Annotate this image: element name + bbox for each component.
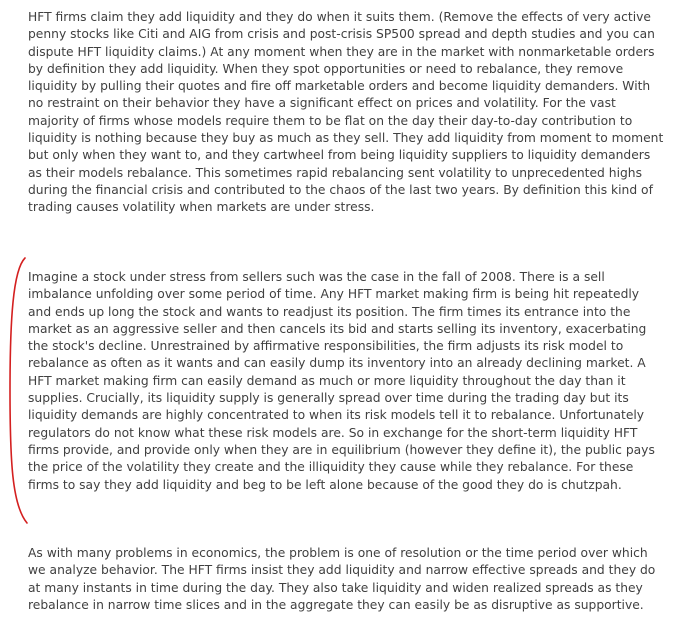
article-body — [28, 9, 664, 614]
paragraph-hft-liquidity-claims: HFT firms claim they add liquidity and they do when it suits them. (Remove the effects of very active penny stocks like Citi and AIG from crisis and post-crisis SP500 spread and depth studies and you can dispute HFT liquidity claims.) At any moment when they are in the market with nonmarketable orders by definition they add liquidity. When they spot opportunities or need to rebalance, they remove liquidity by pulling their quotes and fire off marketable orders and become liquidity demanders. With no restraint on their behavior they have a significant effect on prices and volatility. For the vast majority of firms whose models require them to be flat on the day their day-to-day contribution to liquidity is nothing because they buy as much as they sell. They add liquidity from moment to moment but only when they want to, and they cartwheel from being liquidity suppliers to liquidity demanders as their models rebalance. This sometimes rapid rebalancing sent volatility to unprecedented highs during the financial crisis and contributed to the chaos of the last two years. By definition this kind of trading causes volatility when markets are under stress. — [28, 10, 664, 215]
red-bracket-stroke — [10, 258, 27, 523]
paragraph-stock-under-stress: Imagine a stock under stress from sellers such was the case in the fall of 2008. There is a sell imbalance unfolding over some period of time. Any HFT market making firm is being hit repeatedly and ends up long the stock and wants to readjust its position. The firm times its entrance into the market as an aggressive seller and then cancels its bid and starts selling its inventory, exacerbating the stock's decline. Unrestrained by affirmative responsibilities, the firm adjusts its risk model to rebalance as often as it wants and can easily dump its inventory into an already declining market. A HFT market making firm can easily demand as much or more liquidity throughout the day than it supplies. Crucially, its liquidity supply is generally spread over time during the trading day but its liquidity demands are highly concentrated to when its risk models tell it to rebalance. Unfortunately regulators do not know what these risk models are. So in exchange for the short-term liquidity HFT firms provide, and provide only when they are in equilibrium (however they define it), the public pays the price of the volatility they create and the illiquidity they cause while they rebalance. For these firms to say they add liquidity and beg to be left alone because of the good they do is chutzpah. — [28, 270, 655, 492]
paragraph-problem-of-resolution: As with many problems in economics, the problem is one of resolution or the time period over which we analyze behavior. The HFT firms insist they add liquidity and narrow effective spreads and they do at many instants in time during the day. They also take liquidity and widen realized spreads as they rebalance in narrow time slices and in the aggregate they can easily be as disruptive as supportive. — [28, 546, 656, 612]
